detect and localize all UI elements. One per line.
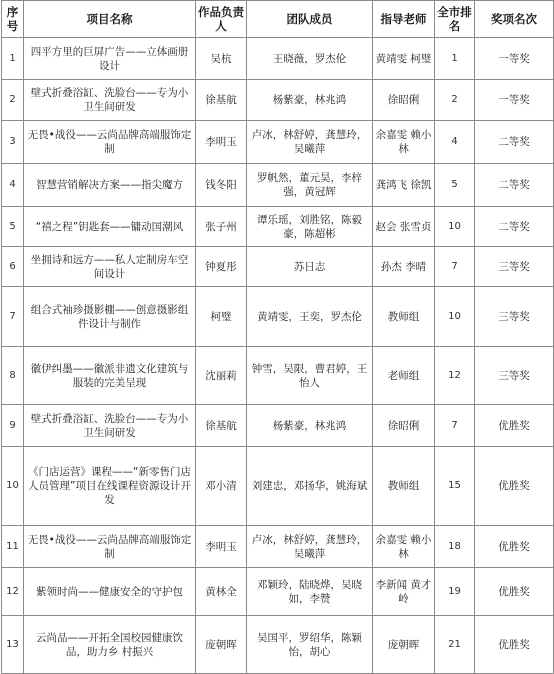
table-row <box>2 207 554 247</box>
row-award: 三等奖 <box>475 247 554 287</box>
row-team: 吴国平，罗绍华，陈颖怡，胡心 <box>247 616 373 674</box>
row-rank: 19 <box>435 568 475 616</box>
row-seq: 9 <box>2 405 24 447</box>
row-seq: 4 <box>2 164 24 207</box>
row-teacher: 余嘉雯 赖小林 <box>373 526 435 568</box>
row-project: 云尚品——开拓全国校园健康饮品，助力乡 村振兴 <box>24 616 196 674</box>
row-rank: 7 <box>435 405 475 447</box>
row-award: 优胜奖 <box>475 568 554 616</box>
row-award: 二等奖 <box>475 121 554 164</box>
row-leader: 李明玉 <box>196 526 247 568</box>
row-seq: 12 <box>2 568 24 616</box>
row-leader: 徐基航 <box>196 80 247 121</box>
row-teacher: 余嘉雯 赖小林 <box>373 121 435 164</box>
row-project: “禧之程”钥匙套——镛动国潮风 <box>24 207 196 247</box>
row-team: 卢冰，林舒婷，龚慧玲，吴曦萍 <box>247 121 373 164</box>
row-rank: 10 <box>435 207 475 247</box>
row-rank: 12 <box>435 347 475 405</box>
row-rank: 10 <box>435 287 475 347</box>
row-project: 坐拥诗和远方——私人定制房车空间设计 <box>24 247 196 287</box>
row-leader: 吴杭 <box>196 38 247 80</box>
row-seq: 13 <box>2 616 24 674</box>
header-rank: 全市排名 <box>435 1 475 38</box>
row-rank: 15 <box>435 447 475 526</box>
row-teacher: 赵会 张雪贞 <box>373 207 435 247</box>
row-award: 二等奖 <box>475 164 554 207</box>
row-leader: 张子州 <box>196 207 247 247</box>
table-row <box>2 568 554 616</box>
row-project: 紫领时尚——健康安全的守护包 <box>24 568 196 616</box>
row-seq: 11 <box>2 526 24 568</box>
row-project: 壁式折叠浴缸、洗脸台——专为小卫生间研发 <box>24 405 196 447</box>
row-teacher: 龚鸿飞 徐凯 <box>373 164 435 207</box>
row-leader: 钟夏彤 <box>196 247 247 287</box>
row-team: 王晓薇，罗杰伦 <box>247 38 373 80</box>
row-project: 四平方里的巨屏广告——立体画册设计 <box>24 38 196 80</box>
row-award: 三等奖 <box>475 287 554 347</box>
row-team: 谭乐瑶，刘胜铭，陈毅豪，陈超彬 <box>247 207 373 247</box>
header-award: 奖项名次 <box>475 1 554 38</box>
row-award: 优胜奖 <box>475 447 554 526</box>
row-seq: 2 <box>2 80 24 121</box>
row-project: 无畏•战役——云尚品牌高端服饰定制 <box>24 526 196 568</box>
row-seq: 7 <box>2 287 24 347</box>
row-project: 《门店运营》课程——“新零售门店人员管理”项目在线课程资源设计开发 <box>24 447 196 526</box>
table-row <box>2 247 554 287</box>
row-teacher: 黄靖雯 柯璧 <box>373 38 435 80</box>
row-rank: 4 <box>435 121 475 164</box>
row-seq: 6 <box>2 247 24 287</box>
row-project: 无畏•战役——云尚品牌高端服饰定制 <box>24 121 196 164</box>
header-project: 项目名称 <box>24 1 196 38</box>
row-team: 钟雪，吴限，曹君婷，王怡人 <box>247 347 373 405</box>
table-row <box>2 121 554 164</box>
row-project: 壁式折叠浴缸、洗脸台——专为小卫生间研发 <box>24 80 196 121</box>
row-teacher: 李新闻 黄才岭 <box>373 568 435 616</box>
table-row <box>2 616 554 674</box>
table-row <box>2 347 554 405</box>
row-teacher: 老师组 <box>373 347 435 405</box>
row-award: 优胜奖 <box>475 526 554 568</box>
row-award: 一等奖 <box>475 80 554 121</box>
row-award: 三等奖 <box>475 347 554 405</box>
row-rank: 5 <box>435 164 475 207</box>
row-rank: 21 <box>435 616 475 674</box>
table-row <box>2 447 554 526</box>
row-award: 一等奖 <box>475 38 554 80</box>
row-project: 智慧营销解决方案——指尖魔方 <box>24 164 196 207</box>
row-team: 罗帆然，董元昊，李梓强，黄冠辉 <box>247 164 373 207</box>
row-project: 徽伊纠墨——徽派非遗文化建筑与服装的完美呈现 <box>24 347 196 405</box>
row-rank: 2 <box>435 80 475 121</box>
table-row <box>2 38 554 80</box>
table-row <box>2 405 554 447</box>
row-seq: 5 <box>2 207 24 247</box>
row-team: 黄靖雯，王奕，罗杰伦 <box>247 287 373 347</box>
row-teacher: 教师组 <box>373 447 435 526</box>
header-teacher: 指导老师 <box>373 1 435 38</box>
row-team: 杨紫豪，林兆鸿 <box>247 405 373 447</box>
table-row <box>2 80 554 121</box>
table-row <box>2 164 554 207</box>
row-team: 苏日志 <box>247 247 373 287</box>
row-leader: 李明玉 <box>196 121 247 164</box>
row-seq: 8 <box>2 347 24 405</box>
row-rank: 7 <box>435 247 475 287</box>
header-seq: 序号 <box>2 1 24 38</box>
header-leader: 作品负责人 <box>196 1 247 38</box>
row-team: 杨紫豪，林兆鸿 <box>247 80 373 121</box>
row-teacher: 庞朝晖 <box>373 616 435 674</box>
row-award: 优胜奖 <box>475 616 554 674</box>
row-seq: 10 <box>2 447 24 526</box>
row-award: 优胜奖 <box>475 405 554 447</box>
row-team: 刘建忠，邓扬华，姚海斌 <box>247 447 373 526</box>
row-award: 二等奖 <box>475 207 554 247</box>
row-teacher: 孙杰 李晴 <box>373 247 435 287</box>
row-seq: 1 <box>2 38 24 80</box>
row-team: 邓颖玲，陆晓烨，吴晓如，李赞 <box>247 568 373 616</box>
row-teacher: 徐昭俐 <box>373 405 435 447</box>
row-rank: 1 <box>435 38 475 80</box>
row-leader: 邓小清 <box>196 447 247 526</box>
row-teacher: 教师组 <box>373 287 435 347</box>
awards-table <box>1 0 554 674</box>
row-team: 卢冰，林舒婷，龚慧玲，吴曦萍 <box>247 526 373 568</box>
row-project: 组合式袖珍摄影棚——创意摄影组件设计与制作 <box>24 287 196 347</box>
row-leader: 钱冬阳 <box>196 164 247 207</box>
row-leader: 庞朝晖 <box>196 616 247 674</box>
header-team: 团队成员 <box>247 1 373 38</box>
row-leader: 徐基航 <box>196 405 247 447</box>
row-seq: 3 <box>2 121 24 164</box>
table-row <box>2 526 554 568</box>
row-rank: 18 <box>435 526 475 568</box>
row-leader: 沈丽莉 <box>196 347 247 405</box>
row-teacher: 徐昭俐 <box>373 80 435 121</box>
table-header-row <box>2 1 554 38</box>
row-leader: 柯璧 <box>196 287 247 347</box>
row-leader: 黄林全 <box>196 568 247 616</box>
table-row <box>2 287 554 347</box>
